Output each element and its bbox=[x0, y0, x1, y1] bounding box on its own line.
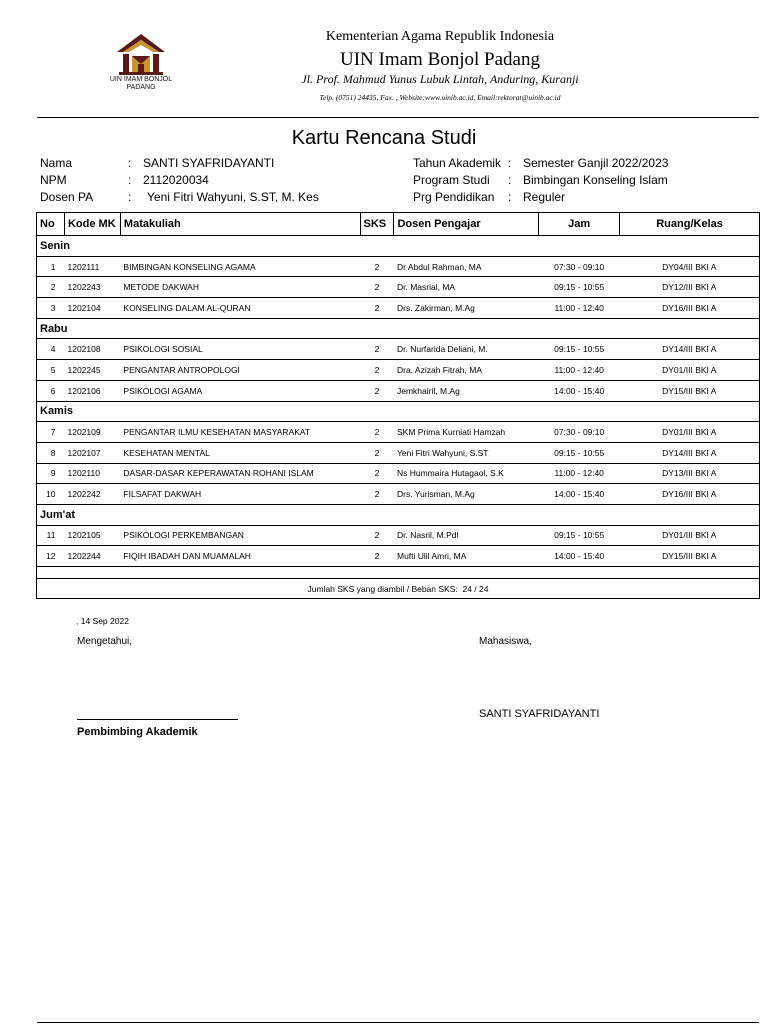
cell-mk: FIQIH IBADAH DAN MUAMALAH bbox=[120, 546, 360, 567]
table-body bbox=[37, 236, 760, 599]
cell-no: 8 bbox=[37, 442, 65, 463]
uin-logo-icon bbox=[113, 30, 169, 76]
cell-kode: 1202110 bbox=[64, 463, 120, 484]
university-logo bbox=[96, 30, 186, 100]
header-kode-mk: Kode MK bbox=[64, 213, 120, 236]
cell-jam: 14:00 - 15:40 bbox=[539, 546, 620, 567]
cell-sks: 2 bbox=[360, 442, 394, 463]
cell-ruang: DY13/III BKI A bbox=[620, 463, 760, 484]
day-label: Senin bbox=[37, 236, 760, 257]
cell-kode: 1202244 bbox=[64, 546, 120, 567]
cell-sks: 2 bbox=[360, 484, 394, 505]
cell-jam: 14:00 - 15:40 bbox=[539, 484, 620, 505]
cell-ruang: DY14/III BKI A bbox=[620, 339, 760, 360]
cell-sks: 2 bbox=[360, 463, 394, 484]
table-row bbox=[37, 442, 760, 463]
cell-kode: 1202242 bbox=[64, 484, 120, 505]
cell-dosen: Dr Abdul Rahman, MA bbox=[394, 256, 539, 277]
program-studi-label: Program Studi bbox=[413, 173, 490, 187]
signature-line bbox=[77, 719, 238, 720]
course-table bbox=[36, 212, 760, 599]
pembimbing-akademik-label: Pembimbing Akademik bbox=[77, 726, 198, 738]
student-signature-name: SANTI SYAFRIDAYANTI bbox=[479, 708, 600, 720]
header-sks: SKS bbox=[360, 213, 394, 236]
cell-dosen: Yeni Fitri Wahyuni, S.ST bbox=[394, 442, 539, 463]
cell-no: 9 bbox=[37, 463, 65, 484]
cell-mk: FILSAFAT DAKWAH bbox=[120, 484, 360, 505]
cell-kode: 1202107 bbox=[64, 442, 120, 463]
cell-jam: 09:15 - 10:55 bbox=[539, 442, 620, 463]
logo-text-line-2: PADANG bbox=[126, 84, 156, 91]
cell-ruang: DY12/III BKI A bbox=[620, 277, 760, 298]
cell-sks: 2 bbox=[360, 360, 394, 381]
cell-dosen: Drs. Yurisman, M.Ag bbox=[394, 484, 539, 505]
university-name: UIN Imam Bonjol Padang bbox=[339, 49, 540, 70]
header-ruang-kelas: Ruang/Kelas bbox=[620, 213, 760, 236]
cell-mk: KONSELING DALAM AL-QURAN bbox=[120, 298, 360, 319]
cell-dosen: SKM Prima Kurniati Hamzah bbox=[394, 422, 539, 443]
header-jam: Jam bbox=[539, 213, 620, 236]
cell-sks: 2 bbox=[360, 422, 394, 443]
cell-ruang: DY04/III BKI A bbox=[620, 256, 760, 277]
nama-colon: : bbox=[128, 156, 132, 170]
cell-mk: KESEHATAN MENTAL bbox=[120, 442, 360, 463]
table-row bbox=[37, 360, 760, 381]
cell-jam: 14:00 - 15:40 bbox=[539, 380, 620, 401]
npm-value: 2112020034 bbox=[143, 173, 209, 187]
logo-text-line-1: UIN IMAM BONJOL bbox=[109, 76, 173, 83]
cell-jam: 11:00 - 12:40 bbox=[539, 298, 620, 319]
cell-mk: PENGANTAR ANTROPOLOGI bbox=[120, 360, 360, 381]
cell-dosen: Ns Hummaira Hutagaol, S.K bbox=[394, 463, 539, 484]
cell-jam: 11:00 - 12:40 bbox=[539, 463, 620, 484]
cell-sks: 2 bbox=[360, 525, 394, 546]
tahun-akademik-label: Tahun Akademik bbox=[413, 156, 502, 170]
table-row bbox=[37, 484, 760, 505]
cell-kode: 1202104 bbox=[64, 298, 120, 319]
header-no: No bbox=[37, 213, 65, 236]
day-label: Rabu bbox=[37, 318, 760, 339]
cell-ruang: DY16/III BKI A bbox=[620, 298, 760, 319]
cell-ruang: DY15/III BKI A bbox=[620, 546, 760, 567]
cell-no: 7 bbox=[37, 422, 65, 443]
ministry-name: Kementerian Agama Republik Indonesia bbox=[325, 29, 555, 44]
cell-jam: 09:15 - 10:55 bbox=[539, 277, 620, 298]
dosen-pa-label: Dosen PA bbox=[40, 190, 94, 204]
table-row bbox=[37, 380, 760, 401]
cell-jam: 11:00 - 12:40 bbox=[539, 360, 620, 381]
cell-kode: 1202108 bbox=[64, 339, 120, 360]
prg-pendidikan-value: Reguler bbox=[523, 190, 566, 204]
npm-label: NPM bbox=[40, 173, 67, 187]
tahun-akademik-value: Semester Ganjil 2022/2023 bbox=[523, 156, 669, 170]
document-title: Kartu Rencana Studi bbox=[291, 127, 477, 149]
nama-label: Nama bbox=[40, 156, 73, 170]
cell-jam: 09:15 - 10:55 bbox=[539, 339, 620, 360]
prg-pendidikan-label: Prg Pendidikan bbox=[413, 190, 495, 204]
cell-ruang: DY14/III BKI A bbox=[620, 442, 760, 463]
day-label: Jum'at bbox=[37, 504, 760, 525]
cell-kode: 1202245 bbox=[64, 360, 120, 381]
cell-no: 11 bbox=[37, 525, 65, 546]
day-header-row bbox=[37, 318, 760, 339]
cell-mk: PSIKOLOGI SOSIAL bbox=[120, 339, 360, 360]
cell-ruang: DY16/III BKI A bbox=[620, 484, 760, 505]
prg-pendidikan-colon: : bbox=[508, 190, 512, 204]
total-sks-value: 24 / 24 bbox=[462, 583, 489, 594]
table-row bbox=[37, 298, 760, 319]
dosen-pa-value: Yeni Fitri Wahyuni, S.ST, M. Kes bbox=[147, 190, 319, 204]
cell-no: 1 bbox=[37, 256, 65, 277]
cell-sks: 2 bbox=[360, 546, 394, 567]
nama-value: SANTI SYAFRIDAYANTI bbox=[143, 156, 275, 170]
cell-dosen: Mufti Ulil Amri, MA bbox=[394, 546, 539, 567]
total-sks-label: Jumlah SKS yang diambil / Beban SKS: bbox=[307, 583, 458, 594]
header-dosen-pengajar: Dosen Pengajar bbox=[394, 213, 539, 236]
tahun-akademik-colon: : bbox=[508, 156, 512, 170]
cell-no: 3 bbox=[37, 298, 65, 319]
cell-kode: 1202109 bbox=[64, 422, 120, 443]
cell-ruang: DY01/III BKI A bbox=[620, 525, 760, 546]
program-studi-colon: : bbox=[508, 173, 512, 187]
cell-sks: 2 bbox=[360, 339, 394, 360]
npm-colon: : bbox=[128, 173, 132, 187]
cell-no: 12 bbox=[37, 546, 65, 567]
table-row bbox=[37, 525, 760, 546]
header-divider bbox=[37, 117, 759, 118]
cell-dosen: Dra. Azizah Fitrah, MA bbox=[394, 360, 539, 381]
header-matakuliah: Matakuliah bbox=[120, 213, 360, 236]
cell-mk: PENGANTAR ILMU KESEHATAN MASYARAKAT bbox=[120, 422, 360, 443]
table-row bbox=[37, 277, 760, 298]
cell-ruang: DY01/III BKI A bbox=[620, 360, 760, 381]
table-row bbox=[37, 463, 760, 484]
footer-divider bbox=[37, 1022, 759, 1023]
cell-kode: 1202105 bbox=[64, 525, 120, 546]
cell-sks: 2 bbox=[360, 256, 394, 277]
cell-mk: BIMBINGAN KONSELING AGAMA bbox=[120, 256, 360, 277]
cell-no: 10 bbox=[37, 484, 65, 505]
day-label: Kamis bbox=[37, 401, 760, 422]
table-row bbox=[37, 546, 760, 567]
mahasiswa-label: Mahasiswa, bbox=[479, 636, 532, 647]
cell-no: 2 bbox=[37, 277, 65, 298]
cell-jam: 07:30 - 09:10 bbox=[539, 422, 620, 443]
cell-sks: 2 bbox=[360, 298, 394, 319]
cell-kode: 1202111 bbox=[64, 256, 120, 277]
cell-jam: 07:30 - 09:10 bbox=[539, 256, 620, 277]
table-header-row bbox=[37, 213, 760, 236]
table-row bbox=[37, 256, 760, 277]
cell-no: 4 bbox=[37, 339, 65, 360]
cell-mk: PSIKOLOGI AGAMA bbox=[120, 380, 360, 401]
cell-mk: METODE DAKWAH bbox=[120, 277, 360, 298]
mengetahui-label: Mengetahui, bbox=[77, 636, 133, 647]
university-address: Jl. Prof. Mahmud Yunus Lubuk Lintah, Anduring, Kuranji bbox=[301, 72, 579, 86]
day-header-row bbox=[37, 401, 760, 422]
document-date: , 14 Sep 2022 bbox=[76, 616, 129, 626]
cell-dosen: Dr. Nurfarida Deliani, M. bbox=[394, 339, 539, 360]
total-sks-row bbox=[37, 579, 760, 599]
day-header-row bbox=[37, 504, 760, 525]
day-header-row bbox=[37, 236, 760, 257]
cell-mk: DASAR-DASAR KEPERAWATAN ROHANI ISLAM bbox=[120, 463, 360, 484]
cell-sks: 2 bbox=[360, 277, 394, 298]
cell-dosen: Jemkhairil, M.Ag bbox=[394, 380, 539, 401]
blank-cell bbox=[37, 567, 760, 579]
cell-no: 6 bbox=[37, 380, 65, 401]
cell-kode: 1202106 bbox=[64, 380, 120, 401]
university-contact: Telp. (0751) 24435, Fax. , Website:www.uinib.ac.id, Email:rektorat@uinib.ac.id bbox=[319, 93, 561, 102]
program-studi-value: Bimbingan Konseling Islam bbox=[523, 173, 668, 187]
cell-no: 5 bbox=[37, 360, 65, 381]
cell-sks: 2 bbox=[360, 380, 394, 401]
cell-ruang: DY15/III BKI A bbox=[620, 380, 760, 401]
cell-dosen: Drs. Zakirman, M.Ag bbox=[394, 298, 539, 319]
table-row bbox=[37, 339, 760, 360]
dosen-pa-colon: : bbox=[128, 190, 132, 204]
cell-mk: PSIKOLOGI PERKEMBANGAN bbox=[120, 525, 360, 546]
cell-kode: 1202243 bbox=[64, 277, 120, 298]
cell-dosen: Dr. Masrial, MA bbox=[394, 277, 539, 298]
cell-jam: 09:15 - 10:55 bbox=[539, 525, 620, 546]
blank-row bbox=[37, 567, 760, 579]
total-sks-cell bbox=[37, 579, 760, 599]
cell-dosen: Dr. Nasril, M.Pdl bbox=[394, 525, 539, 546]
cell-ruang: DY01/III BKI A bbox=[620, 422, 760, 443]
table-row bbox=[37, 422, 760, 443]
